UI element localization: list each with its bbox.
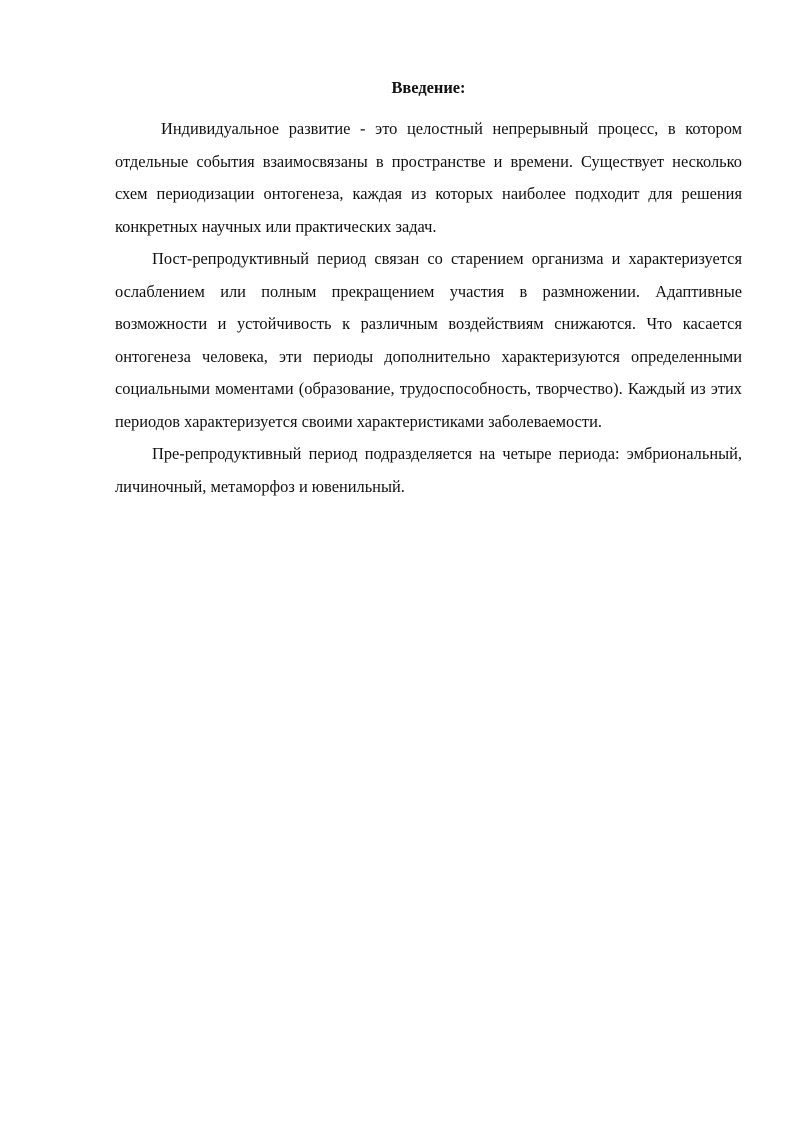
paragraph-post-reproductive: Пост-репродуктивный период связан со старением организма и характеризуется ослаблением или полным прекращением участия в размножении. Адаптивные возможности и устойчивость к различным воздействиям снижаются. Что касается онтогенеза человека, эти периоды дополнительно характеризуются определенными социальными моментами (образование, трудоспособность, творчество). Каждый из этих периодов характеризуется своими характеристиками заболеваемости. bbox=[115, 249, 742, 431]
document-body bbox=[115, 74, 742, 503]
paragraph-intro: Индивидуальное развитие - это целостный непрерывный процесс, в котором отдельные события взаимосвязаны в пространстве и времени. Существует несколько схем периодизации онтогенеза, каждая из которых наиболее подходит для решения конкретных научных или практических задач. bbox=[115, 119, 742, 236]
paragraph-pre-reproductive: Пре-репродуктивный период подразделяется на четыре периода: эмбриональный, личиночный, метаморфоз и ювенильный. bbox=[115, 444, 742, 496]
page-title: Введение: bbox=[391, 78, 466, 97]
